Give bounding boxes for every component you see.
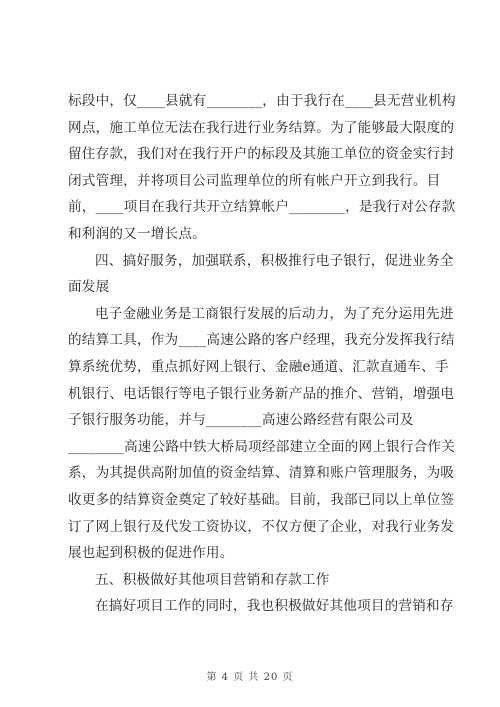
text-line: 前，____项目在我行共开立结算帐户________，是我行对公存款 [68,199,456,216]
text-line: 系，为其提供高附加值的资金结算、清算和账户管理服务，为吸 [68,465,455,482]
text-line: 闭式管理，并将项目公司监理单位的所有帐户开立到我行。目 [68,172,441,189]
text-line: 标段中，仅____县就有________，由于我行在____县无营业机构 [68,93,456,109]
text-line: ________高速公路中铁大桥局项经部建立全面的网上银行合作关 [68,438,456,455]
document-body [68,88,456,620]
page-number-footer: 第 4 页 共 20 页 [206,672,294,683]
text-line: 的结算工具，作为____高速公路的客户经理，我充分发挥我行结 [68,332,455,349]
text-line: 机银行、电话银行等电子银行业务新产品的推介、营销，增强电 [68,385,455,402]
text-line: 展也起到积极的促进作用。 [68,545,234,562]
paragraph-start: 在搞好项目工作的同时，我也积极做好其他项目的营销和存 [95,598,454,615]
text-line: 订了网上银行及代发工资协议，不仅方便了企业，对我行业务发 [68,518,455,535]
text-line: 收更多的结算资金奠定了较好基础。目前，我部已同以上单位签 [68,491,455,508]
text-line: 和利润的又一增长点。 [68,225,206,242]
text-line: 子银行服务功能，并与________高速公路经营有限公司及 [68,412,414,429]
text-line: 网点，施工单位无法在我行进行业务结算。为了能够最大限度的 [68,119,455,136]
text-line: 留住存款，我们对在我行开户的标段及其施工单位的资金实行封 [68,146,455,163]
section-heading: 四、搞好服务，加强联系，积极推行电子银行，促进业务全 [95,252,454,269]
paragraph-start: 电子金融业务是工商银行发展的后动力，为了充分运用先进 [95,305,454,322]
text-line: 算系统优势，重点抓好网上银行、金融e通道、汇款直通车、手 [68,358,449,375]
section-heading: 五、积极做好其他项目营销和存款工作 [95,571,330,588]
section-heading-continuation: 面发展 [68,279,110,296]
